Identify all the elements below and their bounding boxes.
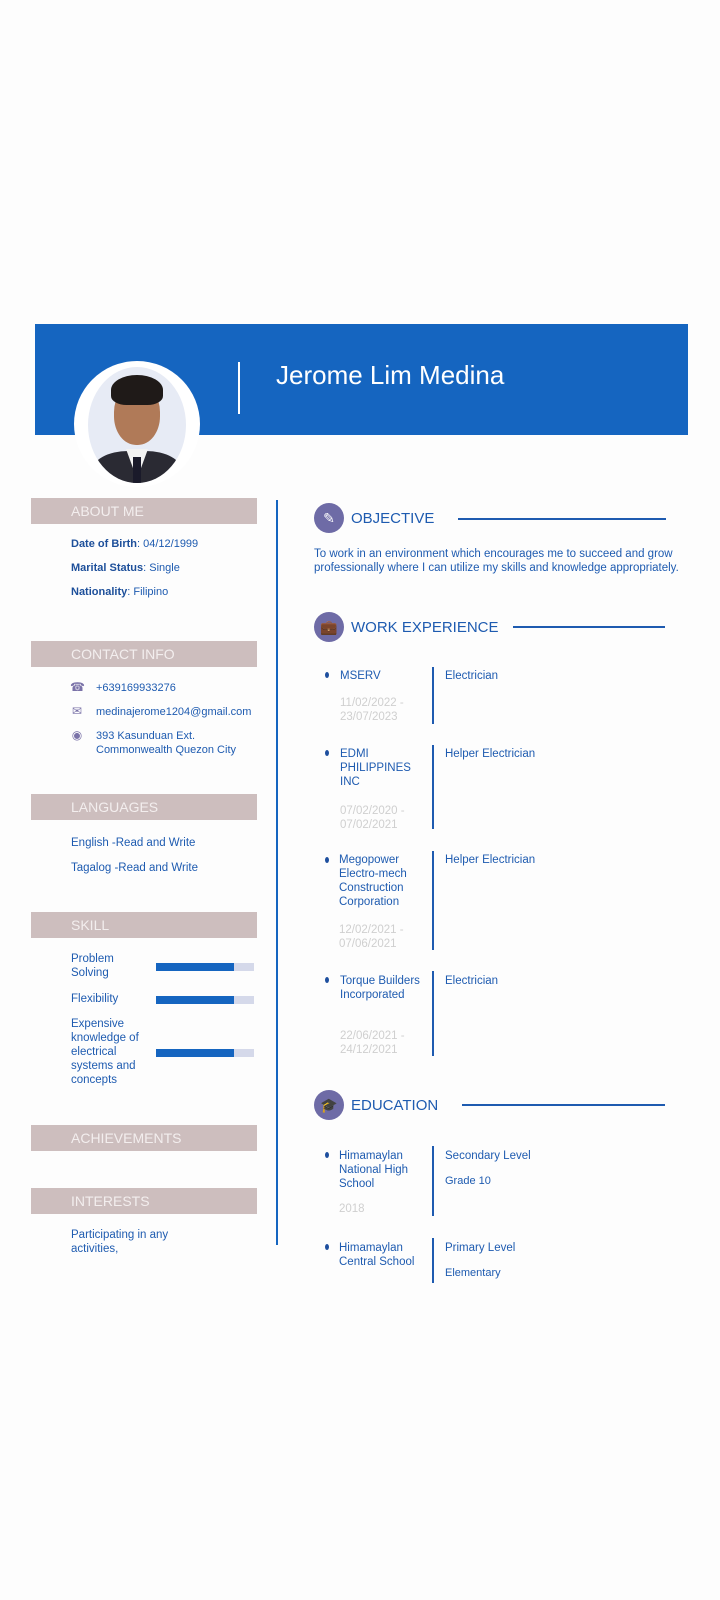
skill-label: Expensive knowledge of electrical systems and concepts (71, 1018, 139, 1086)
achievements-heading: ACHIEVEMENTS (31, 1125, 257, 1151)
skill-bar-fill (156, 1049, 234, 1057)
education-detail: Grade 10 (445, 1175, 491, 1187)
skill-bar (156, 963, 254, 971)
avatar (74, 361, 200, 487)
briefcase-icon: 💼 (314, 612, 344, 642)
marital-status: Marital Status: Single (71, 562, 180, 574)
entry-divider (432, 971, 434, 1056)
work-dates: 07/02/2020 - 07/02/2021 (340, 805, 405, 831)
email-icon: ✉ (71, 704, 83, 718)
work-dates: 11/02/2022 - 23/07/2023 (340, 697, 404, 723)
header-divider (238, 362, 240, 414)
objective-heading: OBJECTIVE (351, 510, 435, 527)
nationality: Nationality: Filipino (71, 586, 169, 598)
skill-bar-fill (156, 963, 234, 971)
education-heading: EDUCATION (351, 1097, 439, 1114)
bullet-icon (325, 977, 329, 983)
languages-heading: LANGUAGES (31, 794, 257, 820)
pencil-icon: ✎ (314, 503, 344, 533)
bullet-icon (325, 857, 329, 863)
address: 393 Kasunduan Ext. Commonwealth Quezon City (96, 730, 237, 756)
interests-text: Participating in any activities, (71, 1229, 169, 1255)
bullet-icon (325, 750, 329, 756)
bullet-icon (325, 1152, 329, 1158)
education-level: Secondary Level (445, 1150, 531, 1162)
graduation-cap-icon: 🎓 (314, 1090, 344, 1120)
work-org: EDMI PHILIPPINES INC (340, 748, 411, 788)
entry-divider (432, 745, 434, 829)
work-role: Electrician (445, 670, 499, 682)
objective-text: To work in an environment which encourages me to succeed and grow professionally where I can utilize my skills and knowledge appropriately. (314, 548, 679, 574)
entry-divider (432, 1238, 434, 1283)
skill-heading: SKILL (31, 912, 257, 938)
work-dates: 12/02/2021 - 07/06/2021 (339, 924, 404, 950)
work-dates: 22/06/2021 - 24/12/2021 (340, 1030, 405, 1056)
language-item: English -Read and Write (71, 837, 196, 849)
work-role: Helper Electrician (445, 748, 536, 760)
date-of-birth: Date of Birth: 04/12/1999 (71, 538, 199, 550)
skill-label: Flexibility (71, 993, 119, 1005)
location-pin-icon: ◉ (71, 728, 83, 742)
email-address[interactable]: medinajerome1204@gmail.com (96, 706, 252, 718)
profile-photo (88, 367, 186, 483)
education-year: 2018 (339, 1203, 365, 1215)
work-role: Helper Electrician (445, 854, 536, 866)
entry-divider (432, 851, 434, 950)
work-experience-rule (513, 626, 665, 628)
work-role: Electrician (445, 975, 499, 987)
column-divider (276, 500, 278, 1245)
phone-icon: ☎ (70, 680, 85, 694)
education-rule (462, 1104, 665, 1106)
interests-heading: INTERESTS (31, 1188, 257, 1214)
skill-bar-fill (156, 996, 234, 1004)
work-org: Megopower Electro-mech Construction Corporation (339, 854, 407, 908)
work-experience-heading: WORK EXPERIENCE (351, 619, 499, 636)
contact-info-heading: CONTACT INFO (31, 641, 257, 667)
about-me-heading: ABOUT ME (31, 498, 257, 524)
skill-bar (156, 996, 254, 1004)
work-org: Torque Builders Incorporated (340, 975, 420, 1001)
entry-divider (432, 667, 434, 724)
skill-bar (156, 1049, 254, 1057)
phone-number[interactable]: +639169933276 (96, 682, 176, 694)
education-school: Himamaylan Central School (339, 1242, 415, 1268)
bullet-icon (325, 672, 329, 678)
education-detail: Elementary (445, 1267, 501, 1279)
entry-divider (432, 1146, 434, 1216)
work-org: MSERV (340, 670, 381, 682)
objective-rule (458, 518, 666, 520)
language-item: Tagalog -Read and Write (71, 862, 198, 874)
bullet-icon (325, 1244, 329, 1250)
skill-label: Problem Solving (71, 953, 114, 979)
education-school: Himamaylan National High School (339, 1150, 409, 1190)
candidate-name: Jerome Lim Medina (276, 360, 505, 390)
education-level: Primary Level (445, 1242, 516, 1254)
